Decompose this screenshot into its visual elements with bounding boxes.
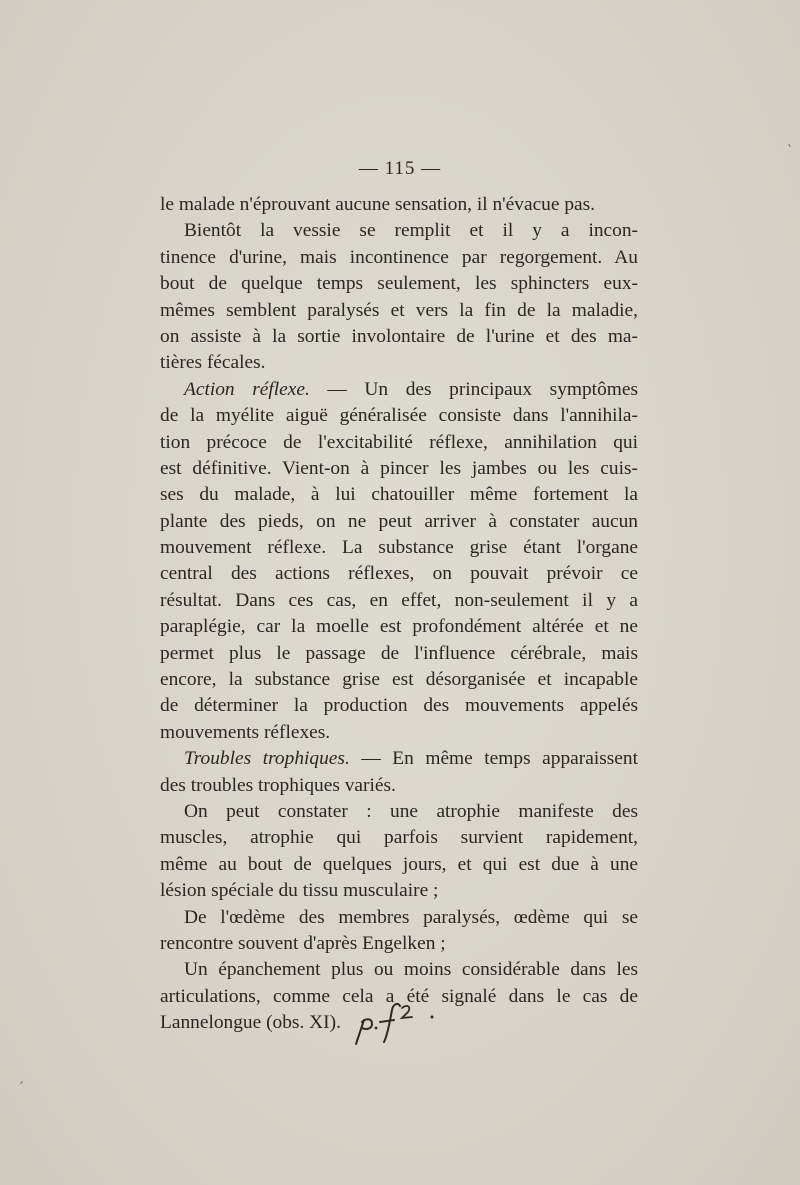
line-text: De l'œdème des membres paralysés, œdème qui se <box>184 906 638 928</box>
text-line <box>160 403 638 429</box>
line-text: Un épanchement plus ou moins considérable dans les <box>184 959 638 981</box>
text-line <box>160 561 638 587</box>
text-line <box>160 430 638 456</box>
text-line <box>160 746 638 772</box>
line-text: tion précoce de l'excitabilité réflexe, annihilation qui <box>160 431 638 453</box>
text-line <box>160 218 638 244</box>
line-text: mêmes semblent paralysés et vers la fin de la maladie, <box>160 299 638 321</box>
line-text: le malade n'éprouvant aucune sensation, il n'évacue pas. <box>160 194 596 215</box>
line-text: mouvement réflexe. La substance grise étant l'organe <box>160 537 638 559</box>
line-text: tières fécales. <box>160 352 266 374</box>
section-heading: Troubles trophiques. <box>184 748 350 770</box>
line-text: Bientôt la vessie se remplit et il y a incon- <box>184 220 638 242</box>
line-text: plante des pieds, on ne peut arriver à constater aucun <box>160 510 638 532</box>
text-line <box>160 905 638 931</box>
line-text: ses du malade, à lui chatouiller même fortement la <box>160 484 638 506</box>
line-text: permet plus le passage de l'influence cérébrale, mais <box>160 642 638 664</box>
line-text: résultat. Dans ces cas, en effet, non-seulement il y a <box>160 589 638 611</box>
line-text: lésion spéciale du tissu musculaire ; <box>160 880 439 902</box>
page-number: — 115 — <box>358 158 442 179</box>
text-line <box>160 350 638 376</box>
paper-speck <box>788 144 790 147</box>
line-text: on assiste à la sortie involontaire de l'urine et des ma- <box>160 325 638 347</box>
line-text: tinence d'urine, mais incontinence par regorgement. Au <box>160 246 638 268</box>
text-line <box>160 641 638 667</box>
line-text: encore, la substance grise est désorganisée et incapable <box>160 669 638 691</box>
text-line <box>160 693 638 719</box>
line-text: articulations, comme cela a été signalé dans le cas de <box>160 985 638 1007</box>
text-line <box>160 588 638 614</box>
line-text: — En même temps apparaissent <box>349 748 639 770</box>
text-line <box>160 667 638 693</box>
text-line <box>160 614 638 640</box>
line-text: mouvements réflexes. <box>160 721 331 743</box>
line-text: paraplégie, car la moelle est profondément altérée et ne <box>160 616 638 638</box>
text-line <box>160 377 638 403</box>
line-text: central des actions réflexes, on pouvait prévoir ce <box>160 563 638 585</box>
text-line <box>160 324 638 350</box>
line-text: même au bout de quelques jours, et qui est due à une <box>160 853 638 875</box>
line-text: de la myélite aiguë généralisée consiste dans l'annihila- <box>160 405 638 427</box>
line-text: des troubles trophiques variés. <box>160 774 396 796</box>
line-text: muscles, atrophie qui parfois survient rapidement, <box>160 827 638 849</box>
text-line <box>160 535 638 561</box>
handwritten-annotation <box>350 998 450 1048</box>
text-line <box>160 931 638 957</box>
text-line <box>160 957 638 983</box>
line-text: rencontre souvent d'après Engelken ; <box>160 932 446 954</box>
text-line <box>160 271 638 297</box>
text-line <box>160 298 638 324</box>
text-line <box>160 192 638 218</box>
text-line <box>160 482 638 508</box>
text-line <box>160 720 638 746</box>
line-text: est définitive. Vient-on à pincer les jambes ou les cuis- <box>160 457 638 479</box>
line-text: On peut constater : une atrophie manifeste des <box>184 800 638 822</box>
body-text <box>160 192 638 1037</box>
line-text: — Un des principaux symptômes <box>309 378 638 400</box>
text-line <box>160 825 638 851</box>
text-line <box>160 456 638 482</box>
section-heading: Action réflexe. <box>184 378 310 400</box>
text-line <box>160 509 638 535</box>
line-text: de déterminer la production des mouvements appelés <box>160 695 638 717</box>
line-text: Lannelongue (obs. XI). <box>160 1012 341 1034</box>
line-text: bout de quelque temps seulement, les sphincters eux- <box>160 273 638 295</box>
text-line <box>160 245 638 271</box>
paper-speck <box>20 1081 23 1084</box>
text-line <box>160 878 638 904</box>
text-line <box>160 773 638 799</box>
text-line <box>160 799 638 825</box>
text-line <box>160 852 638 878</box>
